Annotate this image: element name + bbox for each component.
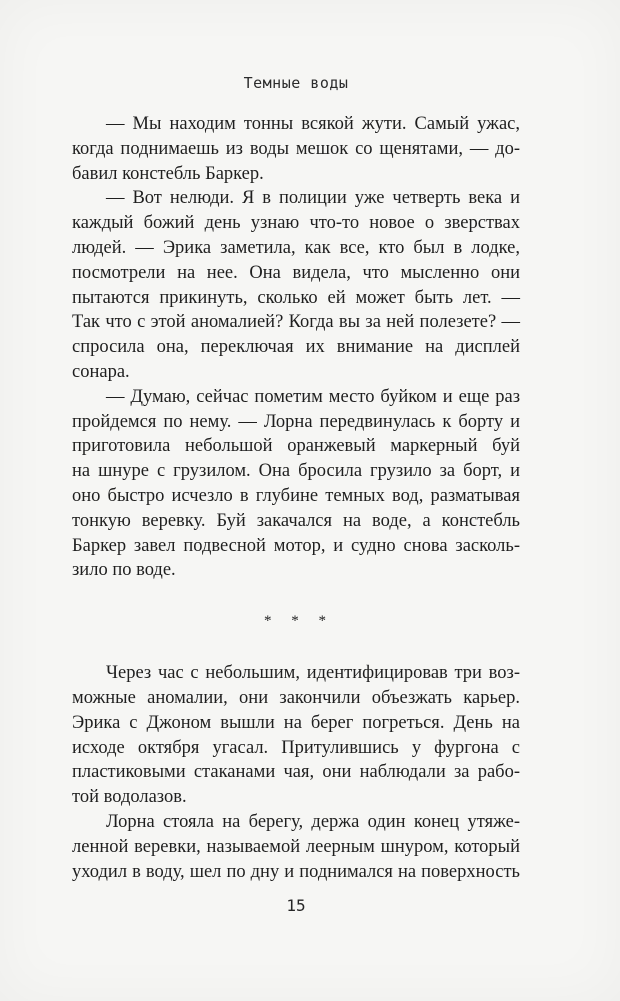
text-line: когда поднимаешь из воды мешок со щенятами, — до- [72, 138, 520, 159]
text-line: сонара. [72, 361, 130, 382]
text-line: Так что с этой аномалией? Когда вы за ней полезете? — [72, 312, 520, 333]
text-line: Через час с небольшим, идентифицировав три воз- [106, 663, 520, 684]
text-line: тонкую веревку. Буй закачался на воде, а констебль [72, 510, 520, 531]
page-text [72, 112, 520, 884]
text-line: можные аномалии, они закончили объезжать карьер. [72, 687, 520, 708]
text-line: спросила она, переключая их внимание на дисплей [72, 337, 520, 358]
text-line: на шнуре с грузилом. Она бросила грузило за борт, и [72, 461, 520, 482]
text-line: пройдемся по нему. — Лорна передвинулась к борту и [72, 411, 520, 432]
text-line: Лорна стояла на берегу, держа один конец утяже- [106, 811, 520, 832]
text-line: уходил в воду, шел по дну и поднимался на поверхность [72, 861, 520, 882]
text-line: той водолазов. [72, 787, 187, 808]
text-line: Баркер завел подвесной мотор, и судно снова засколь- [72, 535, 520, 556]
text-line: посмотрели на нее. Она видела, что мысленно они [72, 262, 520, 283]
running-title: Темные воды [243, 74, 349, 92]
text-line: бавил констебль Баркер. [72, 163, 264, 184]
text-line: пытаются прикинуть, сколько ей может быть лет. — [72, 287, 520, 308]
text-line: — Вот нелюди. Я в полиции уже четверть века и [106, 188, 520, 209]
paragraph [72, 661, 520, 810]
paragraph [72, 112, 520, 186]
text-line: каждый божий день узнаю что-то новое о зверствах [72, 213, 520, 234]
text-line: — Мы находим тонны всякой жути. Самый ужас, [106, 114, 520, 134]
text-line: пластиковыми стаканами чая, они наблюдали за рабо- [72, 762, 520, 783]
text-line: приготовила небольшой оранжевый маркерный буй [72, 436, 520, 457]
text-line: ленной веревки, называемой леерным шнуром, который [72, 836, 520, 857]
page-number: 15 [286, 896, 306, 915]
paragraph [72, 186, 520, 384]
text-line: Эрика с Джоном вышли на берег погреться. День на [72, 712, 520, 733]
text-line: людей. — Эрика заметила, как все, кто был в лодке, [72, 237, 520, 258]
text-line: зило по воде. [72, 560, 176, 581]
paragraph [72, 385, 520, 583]
paragraph [72, 810, 520, 884]
text-line: — Думаю, сейчас пометим место буйком и еще раз [106, 386, 520, 407]
scene-separator: * * * [264, 613, 328, 630]
text-line: исходе октября угасал. Притулившись у фургона с [72, 737, 520, 758]
text-line: оно быстро исчезло в глубине темных вод, разматывая [72, 485, 520, 506]
